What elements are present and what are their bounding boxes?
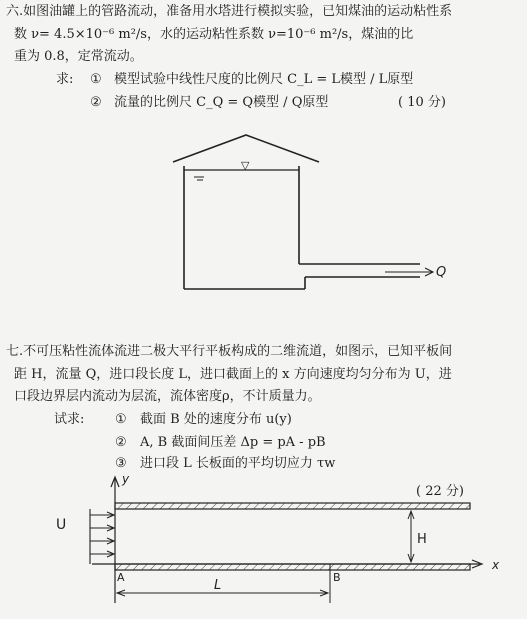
problem7-ask-label: 试求: <box>54 412 85 427</box>
length-label: L <box>214 578 222 593</box>
problem6-line2: 数 ν= 4.5×10⁻⁶ m²/s，水的运动粘性系数 ν=10⁻⁶ m²/s，煤油的比 <box>14 27 414 42</box>
problem6-item1-number: ① <box>90 72 102 87</box>
point-a-label: A <box>117 571 125 584</box>
height-label: H <box>417 532 427 547</box>
problem6-item2: 流量的比例尺 C_Q = Q模型 / Q原型 <box>114 95 329 110</box>
inlet-velocity-label: U <box>56 517 67 533</box>
problem7-line2: 距 H，流量 Q，进口段长度 L，进口截面上的 x 方向速度均匀分布为 U，进 <box>14 367 452 382</box>
bottom-plate <box>115 564 470 570</box>
top-plate <box>115 503 470 509</box>
problem6-score: ( 10 分) <box>398 95 446 110</box>
x-axis-label: x <box>492 558 500 572</box>
y-axis-label: y <box>122 472 130 486</box>
tank-roof <box>173 135 319 162</box>
flow-q-label: Q <box>436 265 447 280</box>
problem6-item1: 模型试验中线性尺度的比例尺 C_L = L模型 / L原型 <box>114 72 414 87</box>
problem7-item3: 进口段 L 长板面的平均切应力 τw <box>140 456 336 471</box>
problem7-line3: 口段边界层内流动为层流，流体密度ρ，不计质量力。 <box>14 389 321 404</box>
problem7-line1: 七.不可压粘性流体流进二极大平行平板构成的二维流道，如图示，已知平板间 <box>6 344 453 359</box>
problem6-line3: 重为 0.8，定常流动。 <box>14 49 143 64</box>
problem7-item1: 截面 B 处的速度分布 u(y) <box>140 412 292 427</box>
problem7-item3-number: ③ <box>115 456 127 471</box>
problem6-ask-label: 求: <box>56 72 74 87</box>
problem7-item2-number: ② <box>115 435 127 450</box>
channel-figure <box>0 465 527 619</box>
point-b-label: B <box>333 571 341 584</box>
length-dimension <box>117 590 328 596</box>
problem6-item2-number: ② <box>90 95 102 110</box>
inlet-velocity-profile <box>90 509 114 564</box>
problem6-line1: 六.如图油罐上的管路流动，准备用水塔进行模拟实验，已知煤油的运动粘性系 <box>6 4 453 19</box>
height-dimension <box>408 511 414 562</box>
problem7-item2: A, B 截面间压差 Δp = pA - pB <box>140 435 326 450</box>
problem7-score: ( 22 分) <box>416 484 464 499</box>
tank-figure <box>0 125 527 300</box>
problem7-item1-number: ① <box>115 412 127 427</box>
surface-triangle-mark: ▽ <box>241 159 250 172</box>
